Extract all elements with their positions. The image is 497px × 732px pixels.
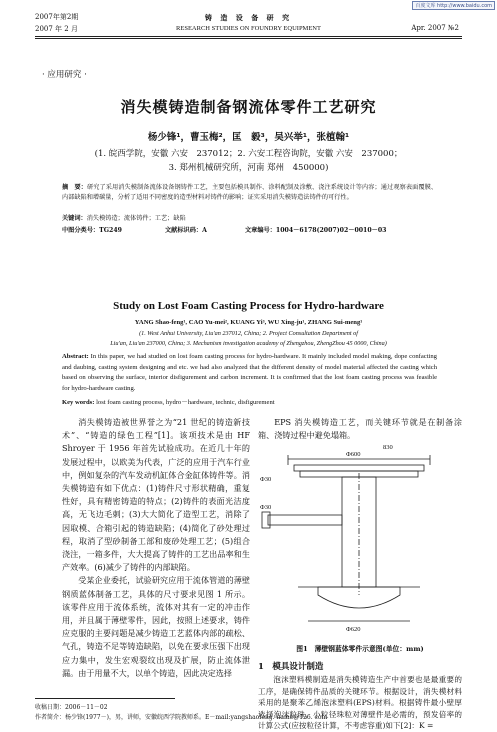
dim-label: Φ600 (346, 451, 361, 458)
dim-label: 830 (383, 444, 393, 451)
body-right-top (258, 416, 462, 442)
affiliation-line-1: (1. 皖西学院，安徽 六安 237012；2. 六安工程咨询院，安徽 六安 237000； (94, 149, 403, 159)
authors-cn: 杨少锋¹，曹玉梅²，匡 毅³，吴兴举¹，张植翰¹ (147, 132, 350, 143)
side-inlet (268, 515, 342, 525)
header-rule (35, 36, 462, 37)
english-authors: YANG Shao-feng¹, CAO Yu-mei², KUANG Yi³, WU Xing-ju¹, ZHANG Sui-meng¹ (134, 319, 363, 326)
issue-label: 2007年第2期 (35, 13, 79, 21)
footnote-received: 收稿日期：2006－11－02 (35, 704, 108, 711)
body-paragraph: EPS 消失模铸造工艺，而关键环节就是在制备涂箱、浇铸过程中避免塌箱。 (258, 417, 462, 441)
abstract-cn (62, 183, 437, 203)
dim-label: Φ30 (260, 504, 272, 511)
date-right: Apr. 2007 №2 (411, 24, 459, 32)
body-left-column (62, 416, 250, 680)
section-heading: 1 模具设计制造 (258, 662, 324, 672)
keywords-cn (62, 214, 437, 224)
doc-code: 文献标识码：A (165, 227, 207, 234)
abstract-en-label: Abstract: (62, 353, 89, 360)
paper-title: 消失模铸造制备钢流体零件工艺研究 (120, 98, 377, 116)
abstract-cn-label: 摘 要： (62, 184, 88, 191)
part-drawing-figure (258, 445, 462, 635)
body-text: 泡沫塑料模制造是消失模铸造生产中首要也是最重要的工序，是确保铸件品质的关键环节。根据设计，消失模材料采用的是聚苯乙烯泡沫塑料(EPS)材料。根据铸件最小壁厚选择泡沫粒珠，小粒径珠粒对薄壁件是必需的，预发倍率的计算公式(应按粒径计算，不考虑容重)如下[2]：K = (258, 675, 462, 730)
footnote-rule (35, 698, 175, 699)
body-paragraph: 消失模铸造被世界誉之为“21 世纪的铸造新技术”、“铸造的绿色工程”[1]。该项技术是由 HF Shroyer 于 1956 年首先试验成功。在近几十年的发展过程中，以欧美为代表，广泛的应用于汽车行业中，例如复杂的汽车发动机缸体合金缸体铸件等。消失模铸造有如下优点：(1)铸件尺寸形状精确，重复性好，具有精密铸造的特点；(2)铸件的表面光洁度高，无飞边毛刺；(3)大大简化了造型工艺，消除了因取模、合箱引起的铸造缺陷；(4)简化了砂处理过程，取消了型砂制备工部和废砂处理工艺；(5)组合浇注，一箱多件，大大提高了铸件的工艺出品率和生产效率。(6)减少了铸件的内部缺陷。 (62, 417, 250, 573)
body-right-bottom (258, 674, 462, 732)
date-left: 2007 年 2 月 (35, 25, 78, 33)
dim-label: Φ620 (346, 626, 361, 633)
journal-name-cn: 铸 造 设 备 研 究 (204, 13, 293, 22)
top-flange (294, 465, 424, 471)
figure-caption: 图1 薄壁钢蓝体零件示意图(单位：mm) (296, 645, 424, 653)
footnote-author: 作者简介：杨少锋(1977－)，男，讲师，安徽皖西学院教师系。E－mail:yangshaofeng. name@126. com (35, 714, 328, 721)
watermark: 百度文库 http://www.baidu.com (412, 1, 495, 10)
abstract-en (62, 352, 437, 394)
keywords-en-label: Key words: (62, 399, 95, 406)
keywords-cn-text: 消失模铸造；流体铸件；工艺；缺陷 (86, 215, 186, 222)
section-label: · 应用研究 · (42, 70, 87, 80)
body-paragraph: 受某企业委托，试验研究应用于流体管道的薄壁钢质蓝体制备工艺，具体的尺寸要求见图 1 所示。该零件应用于流体系统，流体对其有一定的冲击作用，并且属于薄壁零件，因此，按照上述要求，铸件应克服的主要问题是减少铸造工艺蓝体内部的疏松、气孔，铸造不足等铸造缺陷，以免在要求压强下出现应力集中，发生宏观裂纹出现及扩展，防止流体泄漏。由于用量不大，以单个铸造，因此决定选择 (62, 575, 250, 678)
keywords-en-text: lost foam casting process, hydro－hardware, technic, disfigurement (96, 399, 275, 406)
header-rule-thin (35, 38, 462, 39)
keywords-en (62, 397, 437, 408)
abstract-cn-text: 研究了采用消失模制备流体设备钢铸件工艺，主要包括模具制作、涂料配制及涂敷、浇注系统设计等内容；通过观察表面覆膜、内部缺陷和增碳量，分析了适用不同密度的造型材料对铸件的影响；证实采用消失模铸造法铸件的可行性。 (62, 184, 438, 201)
dim-label: Φ30 (260, 476, 272, 483)
bottom-dish (318, 587, 400, 608)
journal-name-en: RESEARCH STUDIES ON FOUNDRY EQUIPMENT (176, 25, 321, 32)
english-affiliation-2: Liu'an, Liu'an 237000, China; 3. Mechanism investigation academy of Zhengzhou, ZhengZhou 45 0000, China) (110, 340, 387, 347)
english-title: Study on Lost Foam Casting Process for Hydro-hardware (113, 300, 384, 312)
english-affiliation-1: (1. West Anhui University, Liu'an 237012, China; 2. Project Consultation Department of (139, 330, 358, 337)
keywords-cn-label: 关键词： (62, 215, 87, 222)
clc-number: 中图分类号：TG249 (62, 227, 122, 234)
abstract-en-text: In this paper, we had studied on lost foam casting process for hydro-hardware. It mainly included model making, dope confacting and daubing, casting system designing and etc. we had also analyzed that the different density of model material affected the casting which based on observing the surface, interior disfigurement and carbon increment. It is confirmed that the lost foam casting process was feasible for hydro-hardware casting. (62, 353, 437, 392)
affiliation-line-2: 3. 郑州机械研究所，河南 郑州 450000) (168, 163, 329, 173)
body-paragraph (258, 674, 462, 732)
inlet-flange (262, 512, 270, 528)
article-id: 文章编号：1004－6178(2007)02－0010－03 (245, 227, 387, 234)
